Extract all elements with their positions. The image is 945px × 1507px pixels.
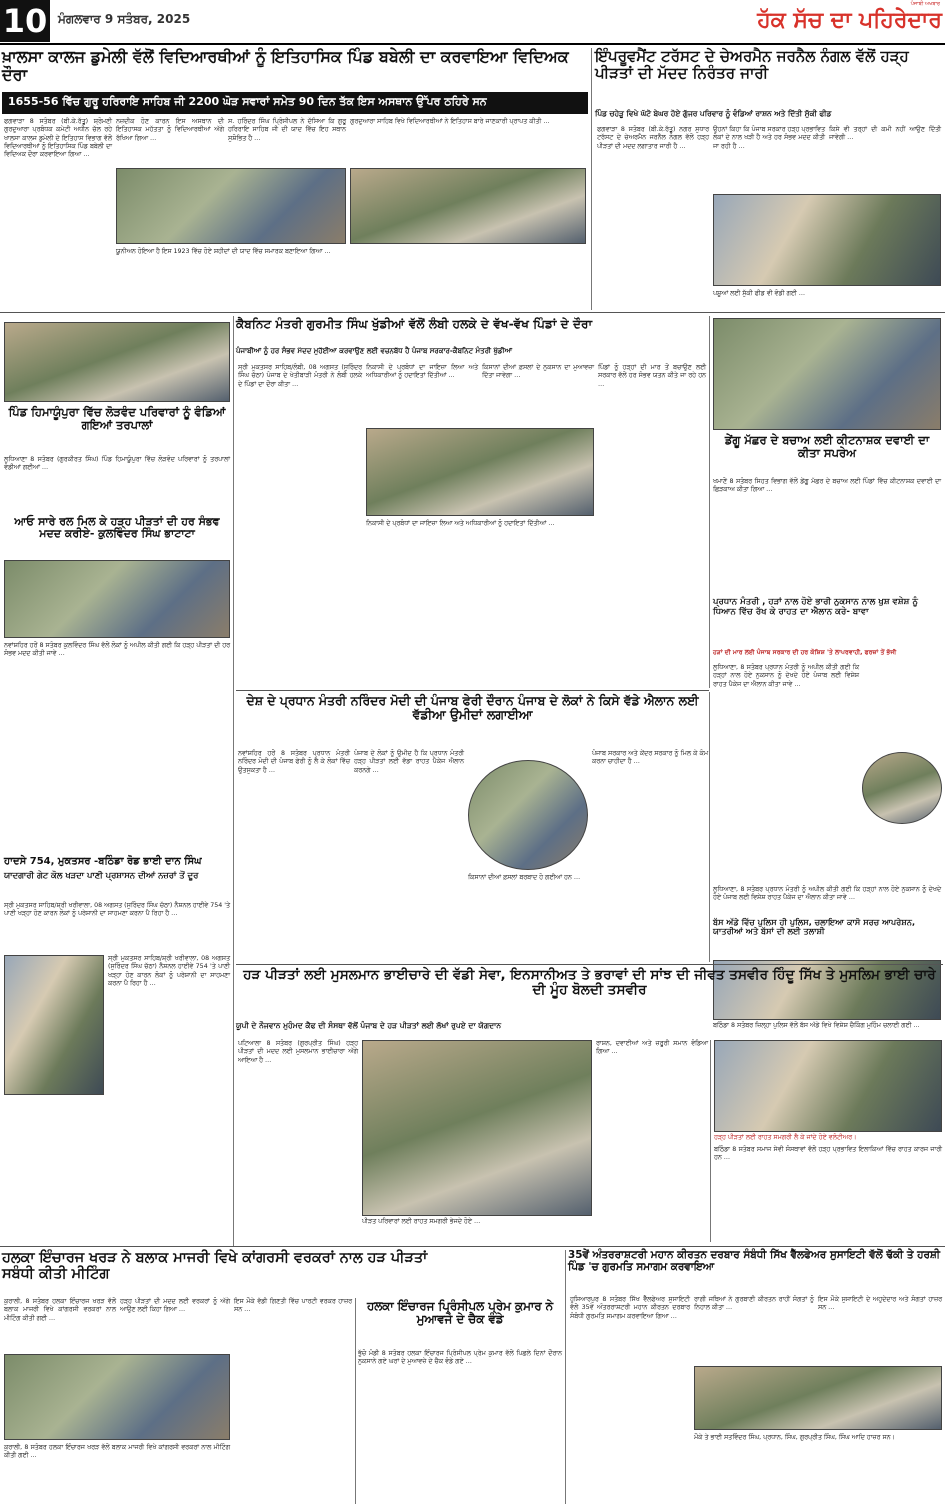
minister-body-col3: ਕਿਸਾਨਾਂ ਦੀਆਂ ਫ਼ਸਲਾਂ ਦੇ ਨੁਕਸਾਨ ਦਾ ਮੁਆਵਜ਼ਾ ਦਿੱਤਾ ਜਾਵੇਗਾ … bbox=[482, 364, 597, 380]
divider-unity bbox=[236, 964, 943, 965]
modi-body-col4: ਪੰਜਾਬ ਸਰਕਾਰ ਅਤੇ ਕੇਂਦਰ ਸਰਕਾਰ ਨੂੰ ਮਿਲ ਕੇ ਕੰਮ ਕਰਨਾ ਚਾਹੀਦਾ ਹੈ … bbox=[592, 750, 708, 766]
minister-body-col1: ਸ੍ਰੀ ਮੁਕਤਸਰ ਸਾਹਿਬ/ਲੰਬੀ, 08 ਅਗਸਤ (ਸੁਰਿੰਦਰ ਸਿੰਘ ਚੱਠਾ) ਪੰਜਾਬ ਦੇ ਖੇਤੀਬਾੜੀ ਮੰਤਰੀ ਨੇ ਲੰਬੀ ਹਲਕੇ ਦੇ ਪਿੰਡਾਂ ਦਾ ਦੌਰਾ ਕੀਤਾ … bbox=[238, 364, 365, 388]
minister-photo bbox=[366, 428, 594, 516]
col-divider-6 bbox=[355, 1298, 356, 1504]
col-divider-5 bbox=[710, 1040, 711, 1242]
page-number-box bbox=[0, 0, 50, 42]
col-divider-3 bbox=[709, 316, 710, 688]
unity-body-col2: ਰਾਸ਼ਨ, ਦਵਾਈਆਂ ਅਤੇ ਜ਼ਰੂਰੀ ਸਮਾਨ ਵੰਡਿਆ ਗਿਆ … bbox=[596, 1040, 711, 1056]
col-divider-1 bbox=[591, 48, 592, 310]
modi-body-col3: ਕਿਸਾਨਾਂ ਦੀਆਂ ਫ਼ਸਲਾਂ ਬਰਬਾਦ ਹੋ ਗਈਆਂ ਹਨ … bbox=[468, 874, 581, 881]
divider-modi bbox=[236, 690, 709, 691]
pm-body-lower: ਲੁਧਿਆਣਾ, 8 ਸਤੰਬਰ ਪ੍ਰਧਾਨ ਮੰਤਰੀ ਨੂੰ ਅਪੀਲ ਕੀਤੀ ਗਈ ਕਿ ਹੜ੍ਹਾਂ ਨਾਲ ਹੋਏ ਨੁਕਸਾਨ ਨੂੰ ਦੇਖਦੇ ਹੋਏ ਪੰਜਾਬ ਲਈ ਵਿਸ਼ੇਸ਼ ਰਾਹਤ ਪੈਕੇਜ ਦਾ ਐਲਾਨ ਕੀਤਾ ਜਾਵੇ … bbox=[713, 886, 944, 902]
pm-headline bbox=[713, 598, 941, 648]
khalsa-body-col4: ਗੁਰਦੁਆਰਾ ਸਾਹਿਬ ਵਿਖੇ ਵਿਦਿਆਰਥੀਆਂ ਨੇ ਇਤਿਹਾਸ ਬਾਰੇ ਜਾਣਕਾਰੀ ਪ੍ਰਾਪਤ ਕੀਤੀ … bbox=[350, 118, 550, 125]
khalsa-body-col1: ਫਗਵਾੜਾ 8 ਸਤੰਬਰ (ਬੀ.ਕੇ.ਰੱਤੂ) ਸ਼੍ਰੋਮਣੀ ਗੁਰਦੁਆਰਾ ਪ੍ਰਬੰਧਕ ਕਮੇਟੀ ਅਧੀਨ ਚੱਲ ਰਹੇ ਖਾਲਸਾ ਕਾਲਜ ਡੁਮੇਲੀ ਦੇ ਇਤਿਹਾਸ ਵਿਭਾਗ ਵੱਲੋਂ ਵਿਦਿਆਰਥੀਆਂ ਨੂੰ ਇਤਿਹਾਸਿਕ ਪਿੰਡ ਬਬੇਲੀ ਦਾ ਵਿਦਿਅਕ ਦੌਰਾ ਕਰਵਾਇਆ ਗਿਆ … bbox=[4, 118, 115, 159]
trust-body-col3: ਕਿਸੇ ਵੀ ਤਰ੍ਹਾਂ ਦੀ ਕਮੀ ਨਹੀਂ ਆਉਣ ਦਿੱਤੀ ਜਾਵੇਗੀ … bbox=[829, 126, 944, 142]
appeal-photo bbox=[4, 560, 230, 638]
minister-body-col4: ਪਿੰਡਾਂ ਨੂੰ ਹੜ੍ਹਾਂ ਦੀ ਮਾਰ ਤੋਂ ਬਚਾਉਣ ਲਈ ਸਰਕਾਰ ਵੱਲੋਂ ਹਰ ਸੰਭਵ ਯਤਨ ਕੀਤੇ ਜਾ ਰਹੇ ਹਨ … bbox=[598, 364, 709, 388]
congress-photo bbox=[4, 1354, 230, 1440]
congress-headline-text: ਹਲਕਾ ਇੰਚਾਰਜ ਖਰੜ ਨੇ ਬਲਾਕ ਮਾਜਰੀ ਵਿਖੇ ਕਾਂਗਰਸੀ ਵਰਕਰਾਂ ਨਾਲ ਹੜ ਪੀੜਤਾਂ ਸਬੰਧੀ ਕੀਤੀ ਮੀਟਿੰਗ bbox=[2, 1250, 428, 1283]
village-photo bbox=[4, 322, 230, 402]
congress-body-lower: ਕੁਰਾਲੀ, 8 ਸਤੰਬਰ ਹਲਕਾ ਇੰਚਾਰਜ ਖਰੜ ਵੱਲੋਂ ਬਲਾਕ ਮਾਜਰੀ ਵਿਖੇ ਕਾਂਗਰਸੀ ਵਰਕਰਾਂ ਨਾਲ ਮੀਟਿੰਗ ਕੀਤੀ ਗਈ … bbox=[4, 1444, 233, 1460]
modi-headline-text: ਦੇਸ਼ ਦੇ ਪ੍ਰਧਾਨ ਮੰਤਰੀ ਨਰਿੰਦਰ ਮੋਦੀ ਦੀ ਪੰਜਾਬ ਫੇਰੀ ਦੌਰਾਨ ਪੰਜਾਬ ਦੇ ਲੋਕਾਂ ਨੇ ਕਿਸੇ ਵੱਡੇ ਐਲਾਨ ਲਈ ਵੱਡੀਆ ਉਮੀਦਾਂ ਲਗਾਈਆ bbox=[246, 693, 699, 722]
pm-kicker bbox=[713, 650, 941, 662]
khalsa-body-col2: ਨਜ਼ਦੀਕ ਹੋਣ ਕਾਰਨ ਇਸ ਅਸਥਾਨ ਦੀ ਇਤਿਹਾਸਕ ਮਹੱਤਤਾ ਨੂੰ ਵਿਦਿਆਰਥੀਆਂ ਅੱਗੇ ਰੱਖਿਆ ਗਿਆ … bbox=[116, 118, 227, 142]
unity-headline bbox=[236, 968, 943, 1020]
kirtan-headline-text: 35ਵੇਂ ਅੰਤਰਰਾਸ਼ਟਰੀ ਮਹਾਨ ਕੀਰਤਨ ਦਰਬਾਰ ਸੰਬੰਧੀ ਸਿੱਖ ਵੈੱਲਫੇਅਰ ਸੁਸਾਇਟੀ ਵੱਲੋਂ ਢੱਕੀ ਤੇ ਹਰਸ਼ੀ ਪਿੰਡ 'ਚ ਗੁਰਮਤਿ ਸਮਾਗਮ ਕਰਵਾਇਆ bbox=[568, 1249, 940, 1273]
minister-body-lower: ਨਿਕਾਸੀ ਦੇ ਪ੍ਰਬੰਧਾਂ ਦਾ ਜਾਇਜ਼ਾ ਲਿਆ ਅਤੇ ਅਧਿਕਾਰੀਆਂ ਨੂੰ ਹਦਾਇਤਾਂ ਦਿੱਤੀਆਂ … bbox=[366, 520, 555, 527]
accident-body-side: ਸ੍ਰੀ ਮੁਕਤਸਰ ਸਾਹਿਬ/ਸ਼੍ਰੀ ਖਰੀਵਾਲਾ, 08 ਅਗਸਤ (ਸੁਰਿੰਦਰ ਸਿੰਘ ਚੱਠਾ) ਨੈਸ਼ਨਲ ਹਾਈਵੇ 754 'ਤੇ ਪਾਣੀ ਖੜ੍ਹਾ ਹੋਣ ਕਾਰਨ ਲੋਕਾਂ ਨੂੰ ਪਰੇਸ਼ਾਨੀ ਦਾ ਸਾਹਮਣਾ ਕਰਨਾ ਪੈ ਰਿਹਾ ਹੈ … bbox=[108, 955, 233, 987]
village-body: ਲੁਧਿਆਣਾ 8 ਸਤੰਬਰ (ਗੁਰਕੀਰਤ ਸਿੰਘ) ਪਿੰਡ ਹਿਮਾਯੂੰਪੁਰਾ ਵਿੱਚ ਲੋੜਵੰਦ ਪਰਿਵਾਰਾਂ ਨੂੰ ਤਰਪਾਲਾਂ ਵੰਡੀਆਂ ਗਈਆਂ … bbox=[4, 456, 233, 472]
trust-body-col1: ਫਗਵਾੜਾ 8 ਸਤੰਬਰ (ਬੀ.ਕੇ.ਰੱਤੂ) ਨਗਰ ਸੁਧਾਰ ਟਰੱਸਟ ਦੇ ਚੇਅਰਮੈਨ ਜਰਨੈਲ ਨੰਗਲ ਵੱਲੋਂ ਹੜ੍ਹ ਪੀੜਤਾਂ ਦੀ ਮਦਦ ਲਗਾਤਾਰ ਜਾਰੀ ਹੈ … bbox=[597, 126, 712, 150]
minister-headline-text: ਕੈਬਨਿਟ ਮੰਤਰੀ ਗੁਰਮੀਤ ਸਿੰਘ ਖੁੱਡੀਆਂ ਵੱਲੋਂ ਲੰਬੀ ਹਲਕੇ ਦੇ ਵੱਖ-ਵੱਖ ਪਿੰਡਾਂ ਦੇ ਦੌਰਾ bbox=[236, 317, 593, 331]
appeal-body: ਨਵਾਂਸ਼ਹਿਰ ਹਰੋਂ 8 ਸਤੰਬਰ ਕੁਲਵਿੰਦਰ ਸਿੰਘ ਵੱਲੋਂ ਲੋਕਾਂ ਨੂੰ ਅਪੀਲ ਕੀਤੀ ਗਈ ਕਿ ਹੜ੍ਹ ਪੀੜਤਾਂ ਦੀ ਹਰ ਸੰਭਵ ਮਦਦ ਕੀਤੀ ਜਾਵੇ … bbox=[4, 642, 233, 658]
compensation-headline-text: ਹਲਕਾ ਇੰਚਾਰਜ ਪ੍ਰਿੰਸੀਪਲ ਪ੍ਰੇਮ ਕੁਮਾਰ ਨੇ ਮੁਆਵਜੇ ਦੇ ਚੈਕ ਵੰਡੇ bbox=[366, 1299, 554, 1327]
congress-body-col3: ਇਸ ਮੌਕੇ ਵੱਡੀ ਗਿਣਤੀ ਵਿੱਚ ਪਾਰਟੀ ਵਰਕਰ ਹਾਜ਼ਰ ਸਨ … bbox=[234, 1298, 355, 1314]
trust-kicker bbox=[595, 110, 943, 124]
congress-body-col2: ਹੜ੍ਹ ਪੀੜਤਾਂ ਦੀ ਮਦਦ ਲਈ ਵਰਕਰਾਂ ਨੂੰ ਅੱਗੇ ਆਉਣ ਲਈ ਕਿਹਾ ਗਿਆ … bbox=[120, 1298, 233, 1314]
kirtan-body-col4: ਮੌਕੇ ਤੇ ਭਾਈ ਸਤਵਿੰਦਰ ਸਿੰਘ, ਪ੍ਰਧਾਨ, ਸਿੰਘ, ਗੁਰਪ੍ਰੀਤ ਸਿੰਘ, ਸਿੰਘ ਆਦਿ ਹਾਜ਼ਰ ਸਨ। bbox=[694, 1434, 895, 1441]
unity-side-body: ਬਠਿੰਡਾ 8 ਸਤੰਬਰ ਸਮਾਜ ਸੇਵੀ ਸੰਸਥਾਵਾਂ ਵੱਲੋਂ ਹੜ੍ਹ ਪ੍ਰਭਾਵਿਤ ਇਲਾਕਿਆਂ ਵਿੱਚ ਰਾਹਤ ਕਾਰਜ ਜਾਰੀ ਹਨ … bbox=[714, 1146, 945, 1162]
modi-body-col2: ਪੰਜਾਬ ਦੇ ਲੋਕਾਂ ਨੂੰ ਉਮੀਦ ਹੈ ਕਿ ਪ੍ਰਧਾਨ ਮੰਤਰੀ ਹੜ੍ਹ ਪੀੜਤਾਂ ਲਈ ਵੱਡਾ ਰਾਹਤ ਪੈਕੇਜ ਐਲਾਨ ਕਰਨਗੇ … bbox=[354, 750, 467, 774]
dengue-body: ਖਮਾਣੋਂ 8 ਸਤੰਬਰ ਸਿਹਤ ਵਿਭਾਗ ਵੱਲੋਂ ਡੇਂਗੂ ਮੱਛਰ ਦੇ ਬਚਾਅ ਲਈ ਪਿੰਡਾਂ ਵਿੱਚ ਕੀਟਨਾਸ਼ਕ ਦਵਾਈ ਦਾ ਛਿੜਕਾਅ ਕੀਤਾ ਗਿਆ … bbox=[713, 478, 944, 494]
pm-kicker-text: ਹੜਾਂ ਦੀ ਮਾਰ ਲਈ ਪੰਜਾਬ ਸਰਕਾਰ ਦੀ ਹਰ ਕੋਸ਼ਿਸ਼ 'ਤੇ ਲਾਪਰਵਾਹੀ, ਫਰਜ਼ਾਂ ਤੋਂ ਭੱਜੀ bbox=[713, 649, 897, 656]
appeal-headline bbox=[4, 516, 230, 558]
trust-kicker-text: ਪਿੰਡ ਚਹੇੜੂ ਵਿਖੇ ਘੱਟੋ ਬੇਘਰ ਹੋਏ ਗੁੱਜਰ ਪਰਿਵਾਰ ਨੂੰ ਵੰਡਿਆਂ ਰਾਸ਼ਨ ਅਤੇ ਦਿੱਤੀ ਸੁੱਕੀ ਫੀਡ bbox=[595, 109, 832, 118]
accident-headline-text: ਹਾਦਸੇ 754, ਮੁਕਤਸਰ -ਬਠਿੰਡਾ ਰੋਡ ਭਾਈ ਦਾਨ ਸਿੰਘ bbox=[4, 856, 202, 867]
khalsa-headline-text: ਖ਼ਾਲਸਾ ਕਾਲਜ ਡੁਮੇਲੀ ਵੱਲੋਂ ਵਿਦਿਆਰਥੀਆਂ ਨੂੰ ਇਤਿਹਾਸਿਕ ਪਿੰਡ ਬਬੇਲੀ ਦਾ ਕਰਵਾਇਆ ਵਿਦਿਅਕ ਦੌਰਾ bbox=[2, 47, 569, 84]
village-headline-text: ਪਿੰਡ ਹਿਮਾਯੂੰਪੁਰਾ ਵਿੱਚ ਲੋੜਵੰਦ ਪਰਿਵਾਰਾਂ ਨੂੰ ਵੰਡਿਆਂ ਗਇਆਂ ਤਰਪਾਲਾਂ bbox=[8, 405, 226, 432]
col-divider-7 bbox=[565, 1250, 566, 1504]
kirtan-headline bbox=[568, 1250, 943, 1292]
pm-body: ਲੁਧਿਆਣਾ, 8 ਸਤੰਬਰ ਪ੍ਰਧਾਨ ਮੰਤਰੀ ਨੂੰ ਅਪੀਲ ਕੀਤੀ ਗਈ ਕਿ ਹੜ੍ਹਾਂ ਨਾਲ ਹੋਏ ਨੁਕਸਾਨ ਨੂੰ ਦੇਖਦੇ ਹੋਏ ਪੰਜਾਬ ਲਈ ਵਿਸ਼ੇਸ਼ ਰਾਹਤ ਪੈਕੇਜ ਦਾ ਐਲਾਨ ਕੀਤਾ ਜਾਵੇ … bbox=[713, 664, 862, 688]
divider-bottom bbox=[0, 1246, 945, 1247]
congress-body-col1: ਕੁਰਾਲੀ, 8 ਸਤੰਬਰ ਹਲਕਾ ਇੰਚਾਰਜ ਖਰੜ ਵੱਲੋਂ ਬਲਾਕ ਮਾਜਰੀ ਵਿਖੇ ਕਾਂਗਰਸੀ ਵਰਕਰਾਂ ਨਾਲ ਮੀਟਿੰਗ ਕੀਤੀ ਗਈ … bbox=[4, 1298, 119, 1322]
page-number: 10 bbox=[2, 2, 48, 40]
masthead-tag: ਪੰਜਾਬੀ ਅਖਬਾਰ bbox=[910, 1, 940, 7]
congress-headline bbox=[2, 1250, 460, 1294]
minister-headline bbox=[236, 318, 704, 348]
unity-body-col1: ਪਟਿਆਲਾ 8 ਸਤੰਬਰ (ਗੁਰਪ੍ਰੀਤ ਸਿੰਘ) ਹੜ੍ਹ ਪੀੜਤਾਂ ਦੀ ਮਦਦ ਲਈ ਮੁਸਲਮਾਨ ਭਾਈਚਾਰਾ ਅੱਗੇ ਆਇਆ ਹੈ … bbox=[238, 1040, 361, 1064]
khalsa-photo-main bbox=[116, 168, 346, 244]
police-headline bbox=[713, 918, 941, 958]
accident-body-top: ਸ੍ਰੀ ਮੁਕਤਸਰ ਸਾਹਿਬ/ਸ਼੍ਰੀ ਖਰੀਵਾਲਾ, 08 ਅਗਸਤ (ਸੁਰਿੰਦਰ ਸਿੰਘ ਚੱਠਾ) ਨੈਸ਼ਨਲ ਹਾਈਵੇ 754 'ਤੇ ਪਾਣੀ ਖੜ੍ਹਾ ਹੋਣ ਕਾਰਨ ਲੋਕਾਂ ਨੂੰ ਪਰੇਸ਼ਾਨੀ ਦਾ ਸਾਹਮਣਾ ਕਰਨਾ ਪੈ ਰਿਹਾ ਹੈ … bbox=[4, 902, 233, 918]
masthead-title: ਹੱਕ ਸੱਚ ਦਾ ਪਹਿਰੇਦਾਰ bbox=[757, 8, 942, 33]
compensation-headline bbox=[358, 1300, 562, 1348]
khalsa-headline bbox=[2, 48, 588, 92]
unity-side-caption: ਹੜ੍ਹ ਪੀੜਤਾਂ ਲਈ ਰਾਹਤ ਸਮਗਰੀ ਲੈ ਕੇ ਜਾਂਦੇ ਹੋਏ ਵਲੰਟੀਅਰ। bbox=[714, 1134, 857, 1141]
divider-row1 bbox=[0, 312, 945, 313]
unity-subhead-text: ਯੂਪੀ ਦੇ ਨੌਜਵਾਨ ਮੁਹੰਮਦ ਕੈਫ ਦੀ ਸੰਸਥਾ ਵੱਲੋਂ ਪੰਜਾਬ ਦੇ ਹੜ ਪੀੜਤਾਂ ਲਈ ਲੱਖਾਂ ਰੁਪਏ ਦਾ ਯੋਗਦਾਨ bbox=[236, 1021, 502, 1030]
pm-portrait bbox=[862, 752, 942, 824]
police-headline-text: ਬੱਸ ਅੱਡੇ ਵਿੱਚ ਪੁਲਿਸ ਹੀ ਪੁਲਿਸ, ਚਲਾਇਆ ਕਾਸੋ ਸਰਚ ਆਪਰੇਸ਼ਨ, ਯਾਤਰੀਆਂ ਅਤੇ ਬੱਸਾਂ ਦੀ ਲਈ ਤਲਾਸ਼ੀ bbox=[713, 917, 916, 937]
trust-headline bbox=[595, 48, 943, 108]
unity-subhead bbox=[236, 1022, 836, 1036]
trust-body-col2: ਉਹਨਾਂ ਕਿਹਾ ਕਿ ਪੰਜਾਬ ਸਰਕਾਰ ਹੜ੍ਹ ਪ੍ਰਭਾਵਿਤ ਲੋਕਾਂ ਦੇ ਨਾਲ ਖੜੀ ਹੈ ਅਤੇ ਹਰ ਸੰਭਵ ਮਦਦ ਕੀਤੀ ਜਾ ਰਹੀ ਹੈ … bbox=[713, 126, 828, 150]
kirtan-body-col1: ਹੁਸ਼ਿਆਰਪੁਰ 8 ਸਤੰਬਰ ਸਿੱਖ ਵੈੱਲਫੇਅਰ ਸੁਸਾਇਟੀ ਵੱਲੋਂ 35ਵੇਂ ਅੰਤਰਰਾਸ਼ਟਰੀ ਮਹਾਨ ਕੀਰਤਨ ਦਰਬਾਰ ਸੰਬੰਧੀ ਗੁਰਮਤਿ ਸਮਾਗਮ ਕਰਵਾਇਆ ਗਿਆ … bbox=[570, 1296, 693, 1320]
modi-body-col1: ਨਵਾਂਸ਼ਹਿਰ ਹਰੋਂ 8 ਸਤੰਬਰ ਪ੍ਰਧਾਨ ਮੰਤਰੀ ਨਰਿੰਦਰ ਮੋਦੀ ਦੀ ਪੰਜਾਬ ਫੇਰੀ ਨੂੰ ਲੈ ਕੇ ਲੋਕਾਂ ਵਿੱਚ ਉਤਸੁਕਤਾ ਹੈ … bbox=[238, 750, 353, 774]
khalsa-body-col3: ਸ. ਹਰਿੰਦਰ ਸਿੰਘ ਪ੍ਰਿੰਸੀਪਲ ਨੇ ਦੱਸਿਆ ਕਿ ਗੁਰੂ ਹਰਿਰਾਇ ਸਾਹਿਬ ਜੀ ਦੀ ਯਾਦ ਵਿੱਚ ਇਹ ਸਥਾਨ ਸੁਸ਼ੋਭਿਤ ਹੈ … bbox=[228, 118, 349, 142]
col-divider-4 bbox=[709, 692, 710, 962]
kirtan-body-col3: ਇਸ ਮੌਕੇ ਸੁਸਾਇਟੀ ਦੇ ਅਹੁਦੇਦਾਰ ਅਤੇ ਸੰਗਤਾਂ ਹਾਜ਼ਰ ਸਨ … bbox=[818, 1296, 945, 1312]
kirtan-body-col2: ਰਾਗੀ ਜਥਿਆਂ ਨੇ ਗੁਰਬਾਣੀ ਕੀਰਤਨ ਰਾਹੀਂ ਸੰਗਤਾਂ ਨੂੰ ਨਿਹਾਲ ਕੀਤਾ … bbox=[694, 1296, 817, 1312]
police-body: ਬਠਿੰਡਾ 8 ਸਤੰਬਰ ਜ਼ਿਲ੍ਹਾ ਪੁਲਿਸ ਵੱਲੋਂ ਬੱਸ ਅੱਡੇ ਵਿਖੇ ਵਿਸ਼ੇਸ਼ ਚੈਕਿੰਗ ਮੁਹਿੰਮ ਚਲਾਈ ਗਈ … bbox=[713, 1022, 920, 1029]
unity-headline-text: ਹੜ ਪੀੜਤਾਂ ਲਈ ਮੁਸਲਮਾਨ ਭਾਈਚਾਰੇ ਦੀ ਵੱਡੀ ਸੇਵਾ, ਇਨਸਾਨੀਅਤ ਤੇ ਭਰਾਵਾਂ ਦੀ ਸਾਂਝ ਦੀ ਜੀਵਤ ਤਸਵੀਰ ਹਿੰਦੂ ਸਿੱਖ ਤੇ ਮੁਸਲਿਮ ਭਾਈ ਚਾਰੇ ਦੀ ਮੂੰਹ ਬੋਲਦੀ ਤਸਵੀਰ bbox=[243, 967, 936, 999]
khalsa-photo-group bbox=[350, 168, 586, 244]
dengue-headline bbox=[713, 434, 941, 476]
accident-subhead-text: ਯਾਦਗਾਰੀ ਗੇਟ ਕੋਲ ਖੜਦਾ ਪਾਣੀ ਪ੍ਰਸ਼ਾਸਨ ਦੀਆਂ ਨਜ਼ਰਾਂ ਤੋਂ ਦੂਰ bbox=[4, 870, 199, 881]
unity-photo-caption: ਪੀੜਤ ਪਰਿਵਾਰਾਂ ਲਈ ਰਾਹਤ ਸਮਗਰੀ ਭੇਜਦੇ ਹੋਏ … bbox=[362, 1218, 481, 1225]
issue-date: ਮੰਗਲਵਾਰ 9 ਸਤੰਬਰ, 2025 bbox=[58, 12, 191, 26]
unity-side-photo bbox=[714, 1040, 942, 1132]
khalsa-subhead bbox=[2, 92, 588, 114]
minister-body-col2: ਨਿਕਾਸੀ ਦੇ ਪ੍ਰਬੰਧਾਂ ਦਾ ਜਾਇਜ਼ਾ ਲਿਆ ਅਤੇ ਅਧਿਕਾਰੀਆਂ ਨੂੰ ਹਦਾਇਤਾਂ ਦਿੱਤੀਆਂ … bbox=[366, 364, 481, 380]
trust-headline-text: ਇੰਪਰੂਵਮੈਂਟ ਟਰੱਸਟ ਦੇ ਚੇਅਰਮੈਨ ਜਰਨੈਲ ਨੰਗਲ ਵੱਲੋਂ ਹੜ੍ਹ ਪੀੜਤਾਂ ਦੀ ਮੱਦਦ ਨਿਰੰਤਰ ਜਾਰੀ bbox=[595, 47, 909, 82]
modi-headline bbox=[236, 694, 709, 746]
khalsa-subhead-text: 1655-56 ਵਿੱਚ ਗੁਰੂ ਹਰਿਰਾਇ ਸਾਹਿਬ ਜੀ 2200 ਘੋੜ ਸਵਾਰਾਂ ਸਮੇਤ 90 ਦਿਨ ਤੱਕ ਇਸ ਅਸਥਾਨ ਉੱਪਰ ਠਹਿਰੇ ਸਨ bbox=[8, 95, 487, 108]
masthead-rule bbox=[0, 43, 945, 45]
dengue-photo bbox=[713, 318, 941, 430]
unity-photo bbox=[362, 1040, 592, 1216]
accident-headline bbox=[4, 856, 230, 898]
dengue-headline-text: ਡੇਂਗੂ ਮੱਛਰ ਦੇ ਬਚਾਅ ਲਈ ਕੀਟਨਾਸ਼ਕ ਦਵਾਈ ਦਾ ਕੀਤਾ ਸਪਰੇਅ bbox=[724, 433, 930, 460]
compensation-body: ਭੁੱਚੋ ਮੰਡੀ 8 ਸਤੰਬਰ ਹਲਕਾ ਇੰਚਾਰਜ ਪ੍ਰਿੰਸੀਪਲ ਪ੍ਰੇਮ ਕੁਮਾਰ ਵੱਲੋਂ ਪਿਛਲੇ ਦਿਨਾਂ ਦੌਰਾਨ ਨੁਕਸਾਨੇ ਗਏ ਘਰਾਂ ਦੇ ਮੁਆਵਜ਼ੇ ਦੇ ਚੈਕ ਵੰਡੇ ਗਏ … bbox=[358, 1350, 565, 1366]
modi-photo bbox=[468, 760, 588, 870]
accident-photo bbox=[4, 955, 104, 1095]
trust-body-col4: ਪਸ਼ੂਆਂ ਲਈ ਸੁੱਕੀ ਫੀਡ ਵੀ ਵੰਡੀ ਗਈ … bbox=[713, 290, 806, 297]
col-divider-2 bbox=[233, 316, 234, 1246]
minister-subhead bbox=[236, 348, 704, 362]
trust-photo bbox=[713, 194, 941, 286]
village-headline bbox=[4, 406, 230, 454]
pm-headline-text: ਪ੍ਰਧਾਨ ਮੰਤਰੀ , ਹੜਾਂ ਨਾਲ ਹੋਏ ਭਾਰੀ ਨੁਕਸਾਨ ਨਾਲ ਖੁਸ਼ ਵਸ਼ੇਸ਼ ਨੂੰ ਧਿਆਨ ਵਿੱਚ ਰੱਖ ਕੇ ਰਾਹਤ ਦਾ ਐਲਾਨ ਕਰੇ- ਬਾਵਾ bbox=[713, 597, 918, 617]
kirtan-photo bbox=[694, 1366, 942, 1430]
appeal-headline-text: ਆਓ ਸਾਰੇ ਰਲ ਮਿਲ ਕੇ ਹੜ੍ਹ ਪੀੜਤਾਂ ਦੀ ਹਰ ਸੰਭਵ ਮਦਦ ਕਰੀਏ- ਕੁਲਵਿੰਦਰ ਸਿੰਘ ਭਾਟਾਟਾ bbox=[14, 515, 220, 541]
minister-subhead-text: ਪੰਜਾਬੀਆਂ ਨੂੰ ਹਰ ਸੰਭਵ ਮੱਦਦ ਮੁਹੱਈਆ ਕਰਵਾਉਣ ਲਈ ਵਚਨਬੱਧ ਹੈ ਪੰਜਾਬ ਸਰਕਾਰ-ਕੈਬਨਿਟ ਮੰਤਰੀ ਖੁੱਡੀਆਂ bbox=[236, 347, 513, 355]
khalsa-caption: ਯੂਨੀਅਨ ਹੋਇਆ ਹੈ ਇਸ 1923 ਵਿੱਚ ਹੋਏ ਸ਼ਹੀਦਾਂ ਦੀ ਯਾਦ ਵਿੱਚ ਸਮਾਰਕ ਬਣਾਇਆ ਗਿਆ … bbox=[116, 248, 331, 255]
